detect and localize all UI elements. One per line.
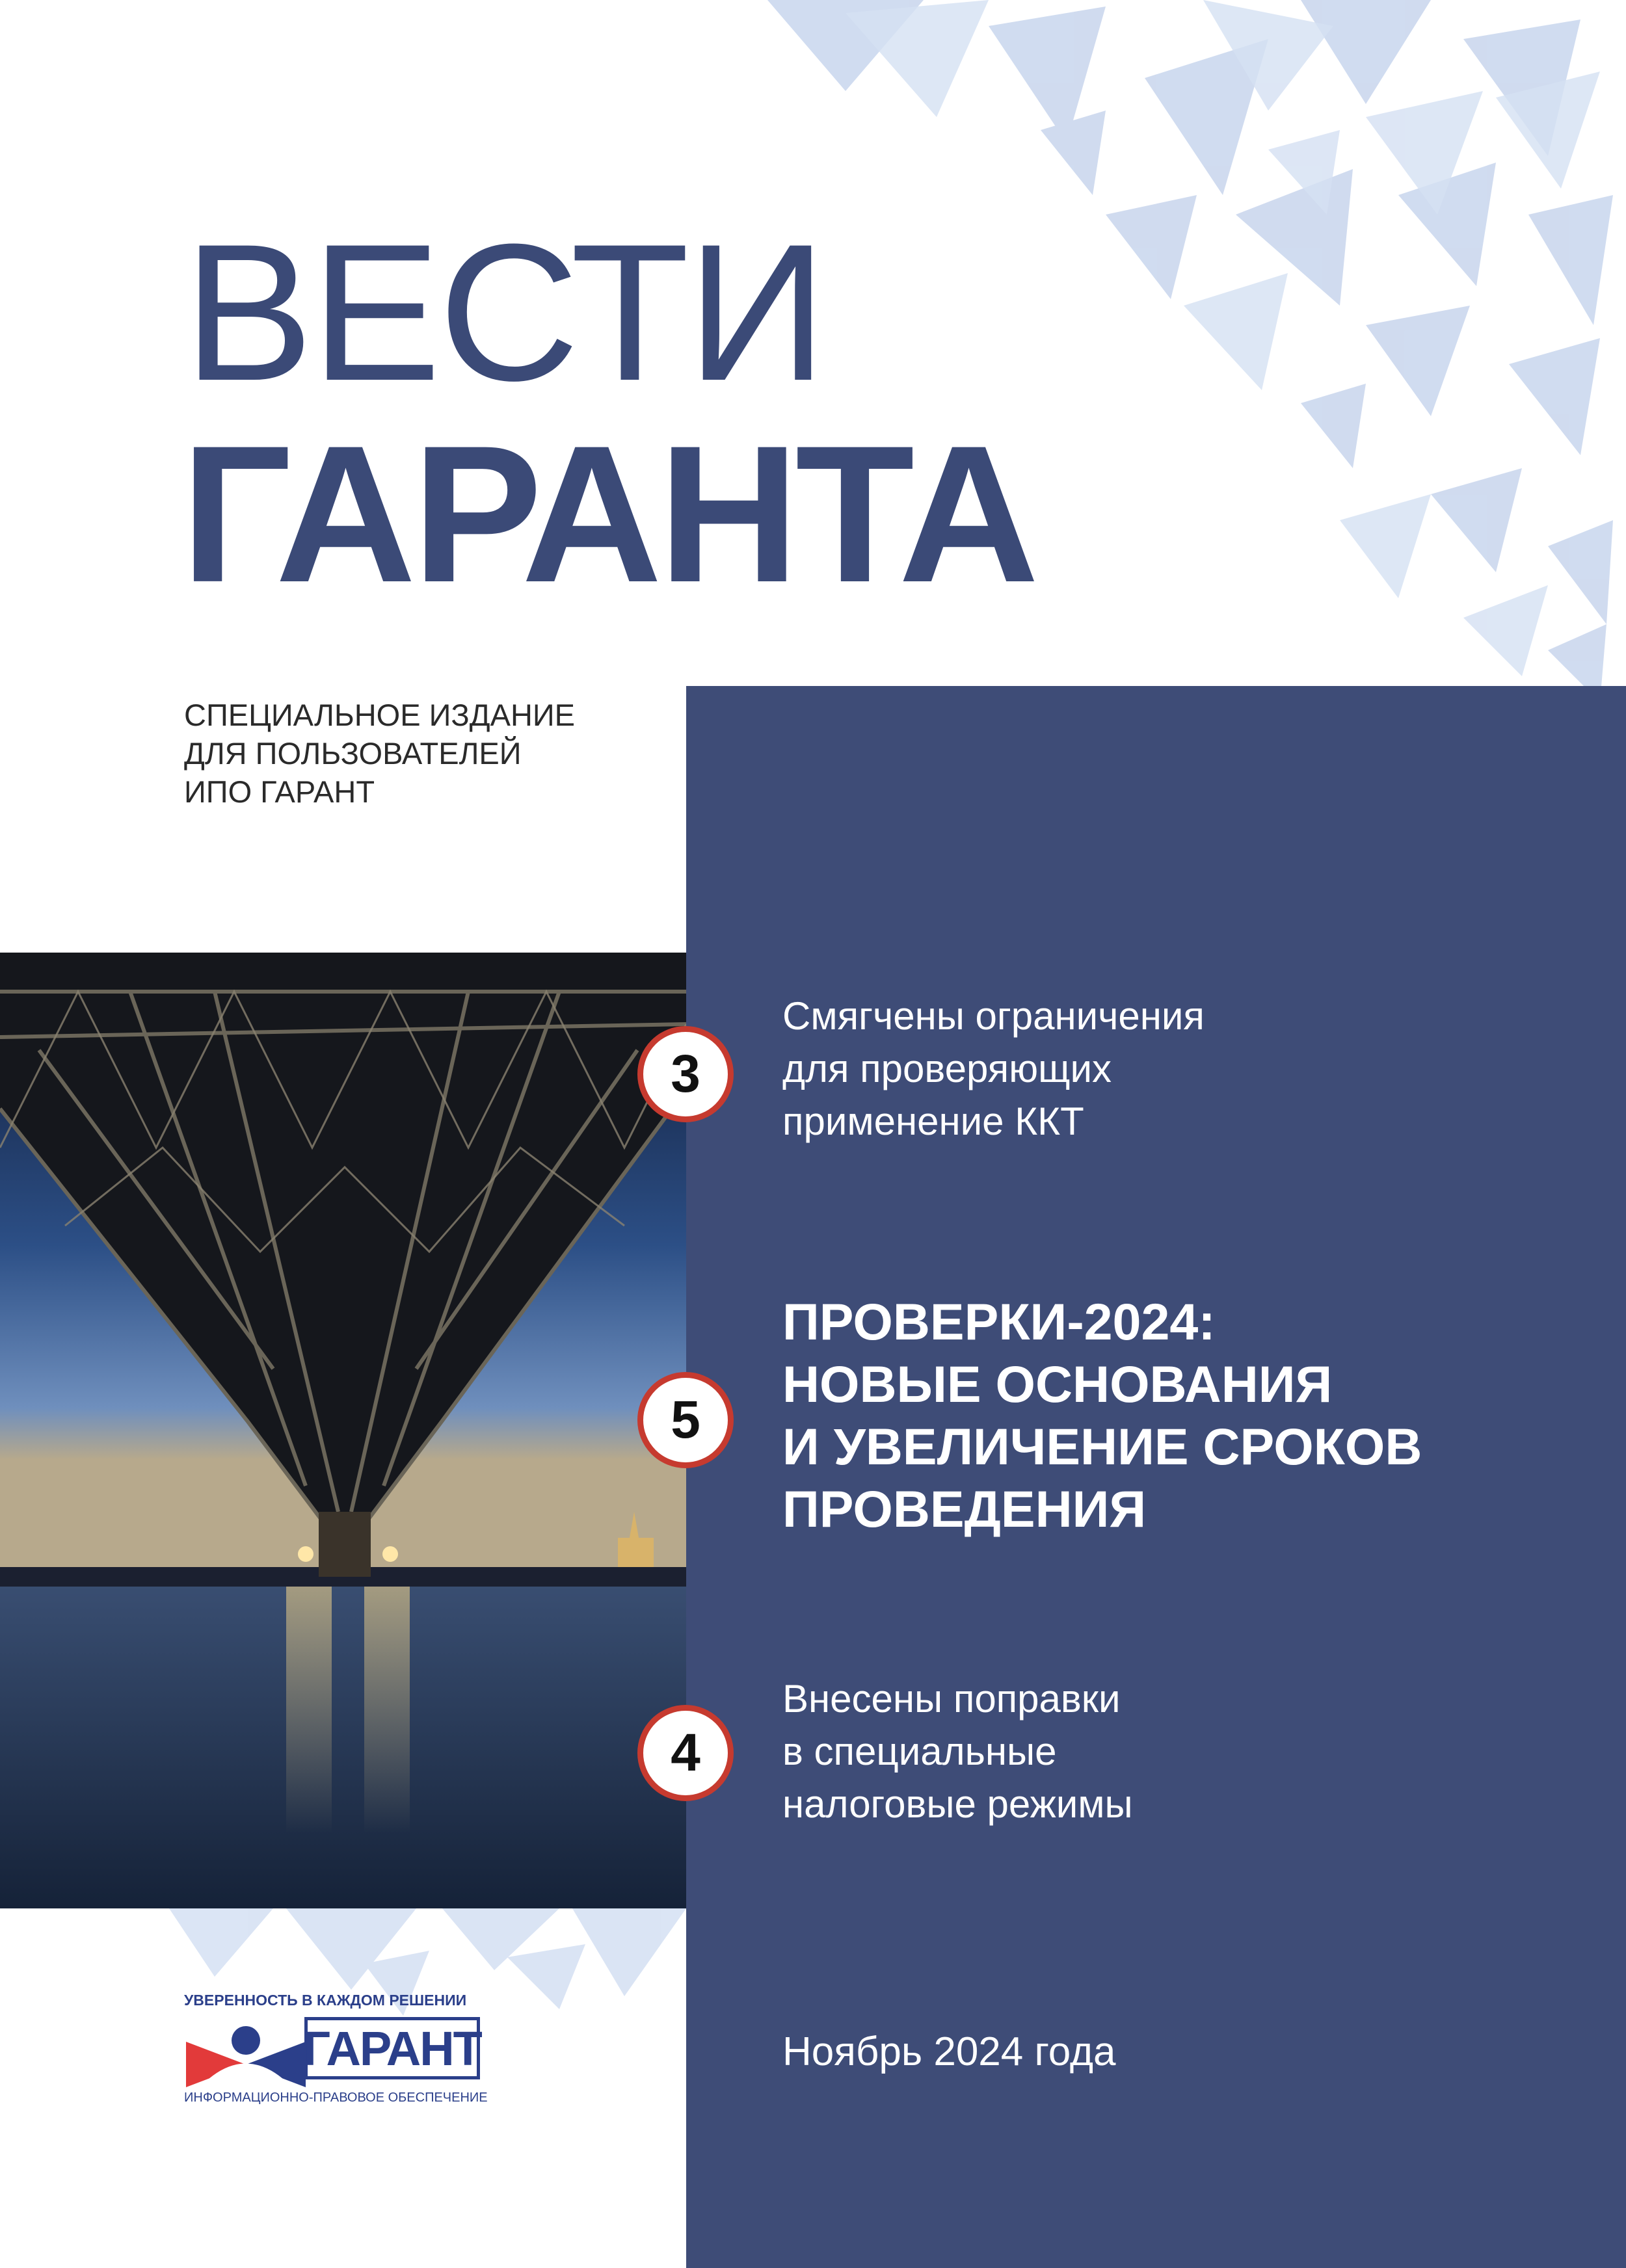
page-number-badge: 3 (637, 1026, 734, 1122)
logo-wordmark: ГАРАНТ (304, 2017, 480, 2079)
contents-item-line: Внесены поправки (782, 1677, 1121, 1721)
contents-item-line: в специальные (782, 1730, 1057, 1773)
logo-subline: ИНФОРМАЦИОННО-ПРАВОВОЕ ОБЕСПЕЧЕНИЕ (184, 2090, 488, 2105)
subtitle-line: ДЛЯ ПОЛЬЗОВАТЕЛЕЙ (184, 736, 522, 771)
contents-item-line: НОВЫЕ ОСНОВАНИЯ (782, 1355, 1333, 1413)
subtitle-line: СПЕЦИАЛЬНОЕ ИЗДАНИЕ (184, 698, 576, 732)
cover-photo-bridge (0, 953, 686, 1908)
contents-item[interactable] (782, 1672, 1133, 1830)
page-number-badge: 5 (637, 1372, 734, 1468)
subtitle-line: ИПО ГАРАНТ (184, 774, 375, 809)
contents-item-line: И УВЕЛИЧЕНИЕ СРОКОВ (782, 1418, 1422, 1475)
garant-logo-icon (181, 2022, 311, 2094)
logo-tagline: УВЕРЕННОСТЬ В КАЖДОМ РЕШЕНИИ (184, 1992, 467, 2009)
contents-item-line: применение ККТ (782, 1100, 1084, 1143)
masthead-title-line2: ГАРАНТА (181, 404, 1035, 623)
contents-item-line: Смягчены ограничения (782, 994, 1205, 1038)
masthead-subtitle (184, 696, 575, 811)
contents-item-line: налоговые режимы (782, 1782, 1133, 1826)
masthead-title-line1: ВЕСТИ (183, 203, 825, 421)
contents-item[interactable] (782, 990, 1205, 1148)
contents-item-line: ПРОВЕДЕНИЯ (782, 1480, 1147, 1538)
contents-item-featured[interactable] (782, 1291, 1422, 1540)
contents-item-line: для проверяющих (782, 1047, 1112, 1090)
page-number-badge: 4 (637, 1705, 734, 1801)
contents-item-line: ПРОВЕРКИ-2024: (782, 1293, 1216, 1351)
issue-date: Ноябрь 2024 года (782, 2029, 1116, 2074)
